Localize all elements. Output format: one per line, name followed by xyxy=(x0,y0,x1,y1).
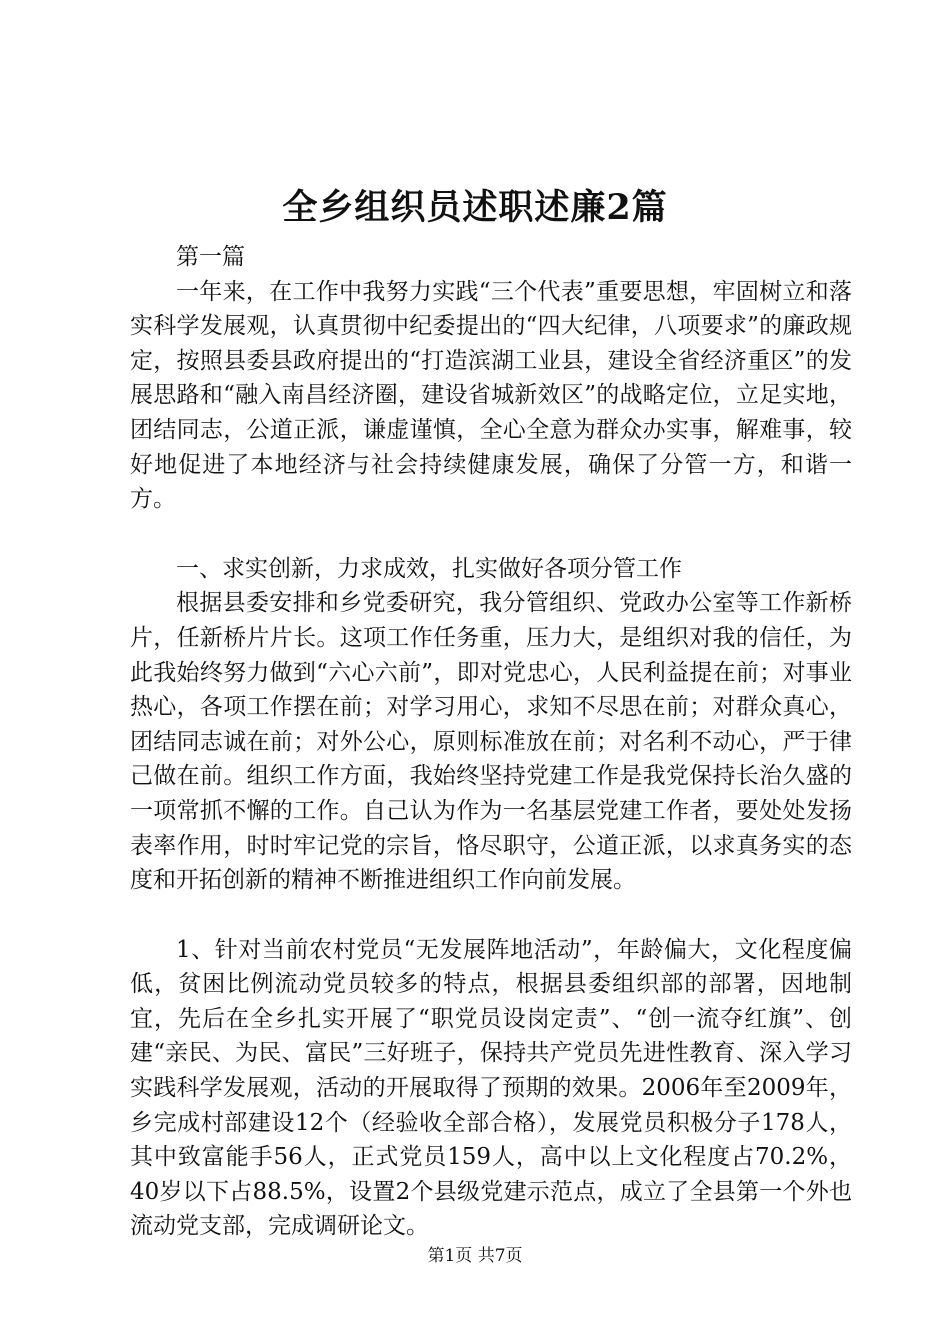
section-heading: 一、求实创新，力求成效，扎实做好各项分管工作 xyxy=(176,555,682,582)
page-footer: 第1页 共7页 xyxy=(427,1246,523,1266)
section-label: 第一篇 xyxy=(176,244,245,270)
body-paragraph: 根据县委安排和乡党委研究，我分管组织、党政办公室等工作新桥片，任新桥片片长。这项工作任务重，压力大，是组织对我的信任，为此我始终努力做到“六心六前”，即对党忠心，人民利益提在前；对事业热心，各项工作摆在前；对学习用心，求知不尽思在前；对群众真心，团结同志诚在前；对外公心，原则标准放在前；对名利不动心，严于律己做在前。组织工作方面，我始终坚持党建工作是我党保持长治久盛的一项常抓不懈的工作。自己认为作为一名基层党建工作者，要处处发扬表率作用，时时牢记党的宗旨，恪尽职守，公道正派，以求真务实的态度和开拓创新的精神不断推进组织工作向前发展。 xyxy=(130,590,852,894)
document-body xyxy=(130,240,852,1244)
body-paragraph: 一年来，在工作中我努力实践“三个代表”重要思想，牢固树立和落实科学发展观，认真贯彻中纪委提出的“四大纪律，八项要求”的廉政规定，按照县委县政府提出的“打造滨湖工业县，建设全省经济重区”的发展思路和“融入南昌经济圈，建设省城新效区”的战略定位，立足实地，团结同志，公道正派，谦虚谨慎，全心全意为群众办实事，解难事，较好地促进了本地经济与社会持续健康发展，确保了分管一方，和谐一方。 xyxy=(130,278,852,513)
document-title: 全乡组织员述职述廉2篇 xyxy=(282,187,668,228)
body-paragraph: 1、针对当前农村党员“无发展阵地活动”，年龄偏大，文化程度偏低，贫困比例流动党员较多的特点，根据县委组织部的部署，因地制宜，先后在全乡扎实开展了“职党员设岗定责”、“创一流夺红旗”、创建“亲民、为民、富民”三好班子，保持共产党员先进性教育、深入学习实践科学发展观，活动的开展取得了预期的效果。2006年至2009年，乡完成村部建设12个（经验收全部合格），发展党员积极分子178人，其中致富能手56人，正式党员159人，高中以上文化程度占70.2%，40岁以下占88.5%，设置2个县级党建示范点，成立了全县第一个外也流动党支部，完成调研论文。 xyxy=(130,936,852,1240)
